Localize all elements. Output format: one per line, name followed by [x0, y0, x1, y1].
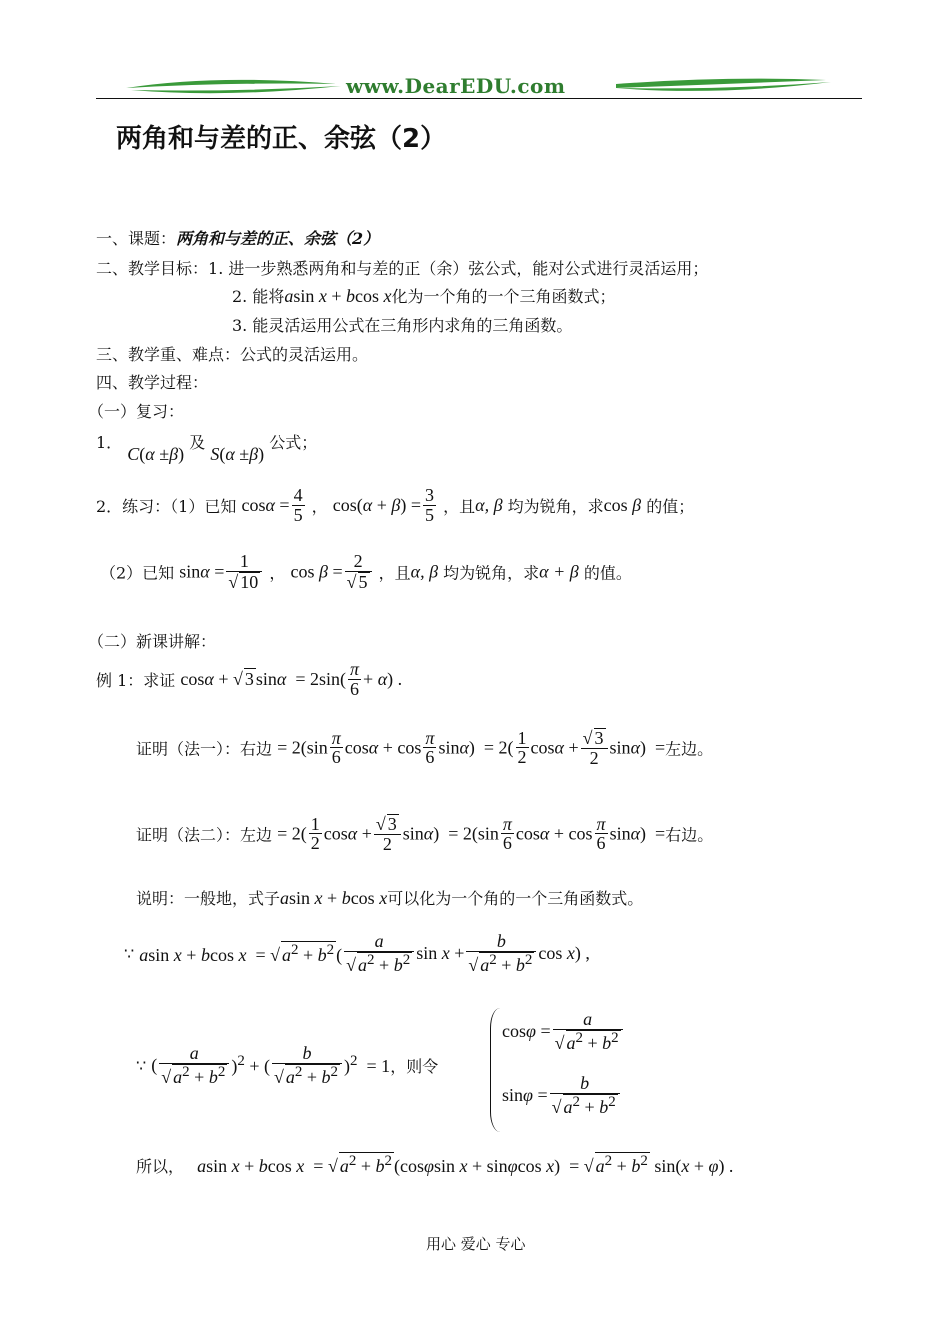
system-brace	[490, 1008, 501, 1132]
section-key-points: 三、教学重、难点：公式的灵活运用。	[96, 345, 369, 364]
proof-method-2: 证明（法二）：左边 = 2( $\frac{1}{2}$ cosα + $\frac{√ 3}{2}$ sinα) = 2(sin $\frac{\pi}{6}$ cosα + cos $\frac{\pi}{6}$ sinα) =右边。	[136, 813, 714, 854]
derivation-step-1: ∵ asin x + bcos x = √ $a^2 + b^2$ ( $\frac{a}{√ a^2 + b^2}$ sin x + $\frac{b}{√ a^2 + b^2}$ cos x) ,	[124, 931, 590, 975]
header-rule	[96, 98, 862, 99]
section-topic: 一、课题：两角和与差的正、余弦（2）	[96, 229, 380, 248]
review-item-3: （2）已知 sinα = $\frac{1}{√ 10}$ ， cos β = $\frac{2}{√ 5}$ ，且α, β 均为锐角，求α + β 的值。	[100, 551, 632, 592]
goal-3: 3. 能灵活运用公式在三角形内求角的三角函数。	[232, 316, 573, 335]
derivation-step-2: ∵ ( $\frac{a}{√ a^2 + b^2}$ )$^2$ + ( $\frac{b}{√ a^2 + b^2}$ )$^2$ = 1，则令	[136, 1043, 439, 1087]
section-process: 四、教学过程：	[96, 373, 209, 392]
system-sin-phi: sinφ = $\frac{b}{√ a^2 + b^2}$	[502, 1074, 622, 1117]
review-heading: （一）复习：	[88, 402, 185, 421]
system-cos-phi: cosφ = $\frac{a}{√ a^2 + b^2}$	[502, 1010, 625, 1053]
conclusion: 所以， asin x + bcos x = √ $a^2 + b^2$ (cosφsin x + sinφcos x) = √ $a^2 + b^2$ sin(x + φ) .	[136, 1153, 734, 1176]
logo-text: www.DearEDU.com	[346, 74, 566, 98]
example-1: 例 1：求证 cosα + √ 3 sinα = 2sin( $\frac{\pi}{6}$ + α) .	[96, 659, 403, 699]
review-item-1: 1． C(α ±β) 及 S(α ±β) 公式；	[96, 433, 318, 464]
page-footer: 用心 爱心 专心	[426, 1235, 526, 1253]
section-goals: 二、教学目标：1. 进一步熟悉两角和与差的正（余）弦公式，能对公式进行灵活运用；	[96, 259, 709, 278]
new-lesson-heading: （二）新课讲解：	[88, 632, 217, 651]
review-item-2: 2．练习：（1）已知 cosα = $\frac{4}{5}$ ， cos(α + β) = $\frac{3}{5}$ ，且α, β 均为锐角，求cos β 的值；	[96, 485, 695, 525]
proof-method-1: 证明（法一）：右边 = 2(sin $\frac{\pi}{6}$ cosα + cos $\frac{\pi}{6}$ sinα) = 2( $\frac{1}{2}$ cosα + $\frac{√ 3}{2}$ sinα) =左边。	[136, 727, 714, 768]
note: 说明：一般地，式子asin x + bcos x可以化为一个角的一个三角函数式。	[136, 888, 644, 908]
page-title: 两角和与差的正、余弦（2）	[116, 124, 447, 154]
goal-2: 2. 能将asin x + bcos x化为一个角的一个三角函数式；	[232, 286, 616, 306]
